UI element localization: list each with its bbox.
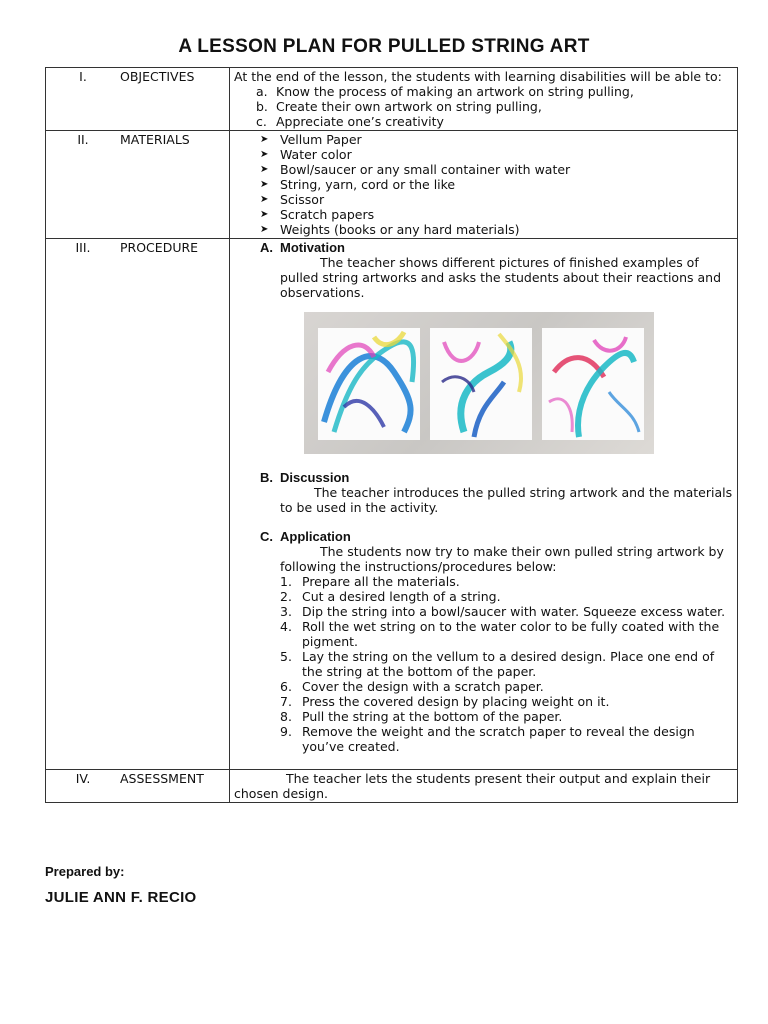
section-name: MATERIALS [120, 132, 190, 147]
assessment-label-cell [46, 770, 230, 803]
arrowhead-bullet-icon: ➤ [260, 134, 269, 145]
list-marker: 6. [280, 679, 292, 694]
list-marker: b. [256, 99, 268, 114]
motivation-text: The teacher shows different pictures of finished examples of pulled string artworks and asks the students about their reactions and observations. [280, 255, 722, 300]
list-item [256, 99, 733, 114]
list-marker: c. [256, 114, 267, 129]
objectives-content-cell [230, 68, 738, 131]
section-name: PROCEDURE [120, 240, 199, 255]
list-marker: 8. [280, 709, 292, 724]
document-title: A LESSON PLAN FOR PULLED STRING ART [178, 36, 590, 57]
list-item [260, 132, 733, 147]
application-text: The students now try to make their own pulled string artwork by following the instructions/procedures below: [280, 544, 724, 574]
list-item [256, 84, 733, 99]
list-marker: a. [256, 84, 268, 99]
discussion-heading: Discussion [280, 470, 350, 485]
list-text: Know the process of making an artwork on string pulling, [276, 84, 634, 99]
list-item [260, 207, 733, 222]
list-item [280, 649, 733, 679]
section-name: ASSESSMENT [120, 771, 204, 786]
motivation-section [234, 240, 733, 454]
list-text: Appreciate one’s creativity [276, 114, 444, 129]
list-text: Weights (books or any hard materials) [280, 222, 520, 237]
list-text: Bowl/saucer or any small container with water [280, 162, 571, 177]
list-text: Cut a desired length of a string. [302, 589, 501, 604]
list-item [260, 222, 733, 237]
list-text: Remove the weight and the scratch paper to reveal the design you’ve created. [302, 724, 695, 754]
list-item [256, 114, 733, 129]
list-text: Create their own artwork on string pulling, [276, 99, 542, 114]
list-text: String, yarn, cord or the like [280, 177, 456, 192]
assessment-row [46, 770, 738, 803]
list-item [280, 619, 733, 649]
list-text: Cover the design with a scratch paper. [302, 679, 544, 694]
objectives-row [46, 68, 738, 131]
arrowhead-bullet-icon: ➤ [260, 194, 269, 205]
materials-list [234, 132, 733, 237]
prepared-by-label: Prepared by: [45, 864, 125, 879]
assessment-content-cell [230, 770, 738, 803]
section-number: IV. [75, 771, 91, 786]
list-text: Press the covered design by placing weight on it. [302, 694, 610, 709]
section-marker: A. [260, 240, 273, 255]
list-item [280, 709, 733, 724]
discussion-text: The teacher introduces the pulled string artwork and the materials to be used in the activity. [280, 485, 733, 515]
list-item [280, 589, 733, 604]
string-art-photo-graphic [304, 312, 654, 454]
arrowhead-bullet-icon: ➤ [260, 224, 269, 235]
section-number: II. [77, 132, 89, 147]
list-marker: 3. [280, 604, 292, 619]
list-item [280, 604, 733, 619]
list-item [260, 147, 733, 162]
list-item [260, 162, 733, 177]
list-marker: 1. [280, 574, 292, 589]
procedure-row [46, 239, 738, 770]
list-text: Dip the string into a bowl/saucer with water. Squeeze excess water. [302, 604, 726, 619]
objectives-label-cell [46, 68, 230, 131]
procedure-content-cell [230, 239, 738, 770]
application-section [234, 529, 733, 768]
materials-content-cell [230, 131, 738, 239]
section-number: I. [79, 69, 87, 84]
string-art-examples-photo [304, 312, 654, 454]
list-item [280, 574, 733, 589]
list-text: Pull the string at the bottom of the paper. [302, 709, 563, 724]
arrowhead-bullet-icon: ➤ [260, 164, 269, 175]
arrowhead-bullet-icon: ➤ [260, 209, 269, 220]
section-marker: B. [260, 470, 273, 485]
lesson-plan-table [45, 67, 738, 803]
list-text: Vellum Paper [280, 132, 362, 147]
objectives-intro: At the end of the lesson, the students with learning disabilities will be able to: [234, 69, 722, 84]
materials-label-cell [46, 131, 230, 239]
application-heading: Application [280, 529, 351, 544]
list-item [280, 724, 733, 754]
procedure-label-cell [46, 239, 230, 770]
list-text: Water color [280, 147, 352, 162]
materials-row [46, 131, 738, 239]
list-text: Scissor [280, 192, 325, 207]
assessment-text: The teacher lets the students present their output and explain their chosen design. [234, 771, 711, 801]
list-text: Roll the wet string on to the water color to be fully coated with the pigment. [302, 619, 720, 649]
arrowhead-bullet-icon: ➤ [260, 149, 269, 160]
section-marker: C. [260, 529, 273, 544]
list-text: Prepare all the materials. [302, 574, 460, 589]
list-item [280, 694, 733, 709]
section-name: OBJECTIVES [120, 69, 195, 84]
list-item [280, 679, 733, 694]
arrowhead-bullet-icon: ➤ [260, 179, 269, 190]
list-marker: 2. [280, 589, 292, 604]
list-text: Lay the string on the vellum to a desired design. Place one end of the string at the bottom of the paper. [302, 649, 715, 679]
author-name: JULIE ANN F. RECIO [45, 889, 197, 906]
list-item [260, 177, 733, 192]
objectives-list [234, 84, 733, 129]
list-text: Scratch papers [280, 207, 375, 222]
list-marker: 9. [280, 724, 292, 739]
list-marker: 4. [280, 619, 292, 634]
list-item [260, 192, 733, 207]
list-marker: 5. [280, 649, 292, 664]
application-steps-list [280, 574, 733, 754]
section-number: III. [75, 240, 91, 255]
motivation-heading: Motivation [280, 240, 345, 255]
discussion-section [234, 470, 733, 515]
list-marker: 7. [280, 694, 292, 709]
